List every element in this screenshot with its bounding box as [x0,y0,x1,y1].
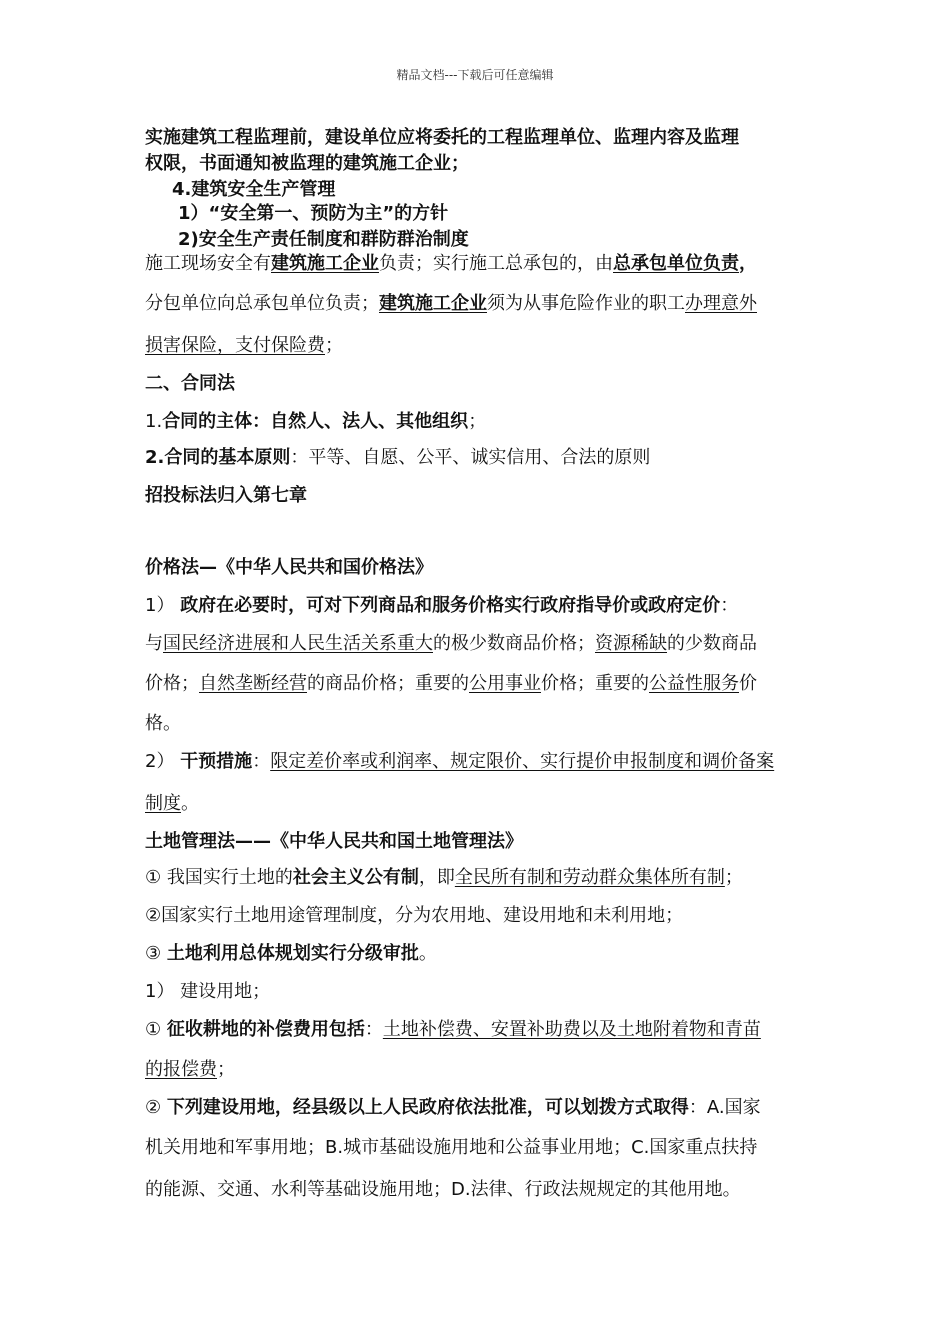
text-run: ： [364,1019,383,1040]
text-run: 的能源、交通、水利等基础设施用地；D.法律、行政法规规定的其他用地。 [145,1179,741,1200]
text-run: ② [145,1097,167,1118]
text-line [145,866,743,890]
text-line [145,252,757,276]
bold-text: 政府在必要时，可对下列商品和服务价格实行政府指导价或政府定价 [180,595,721,616]
underlined-text: 限定差价率或利润率、规定限价、实行提价申报制度和调价备案 [270,751,775,772]
text-line [145,750,774,774]
text-line [145,904,683,928]
text-line [145,556,433,580]
text-line [145,1018,761,1042]
text-run: 的极少数商品价格； [433,633,595,654]
bold-text: 下列建设用地，经县级以上人民政府依法批准，可以划拨方式取得 [166,1097,689,1118]
underlined-text: 全民所有制和劳动群众集体所有制 [454,867,725,888]
text-line [145,334,343,358]
text-run: ； [724,867,743,888]
text-run: 1） [145,595,181,616]
text-line [145,1096,761,1120]
text-run: 施工现场安全有 [145,253,271,274]
text-run: ③ [145,943,167,964]
text-run: 价格； [145,673,199,694]
page-header: 精品文档---下载后可任意编辑 [396,68,554,82]
bold-text: 2.合同的基本原则 [145,447,291,468]
text-line [145,980,270,1004]
bold-text: 2)安全生产责任制度和群防群治制度 [178,229,469,250]
text-line [145,1058,235,1082]
text-line [145,1136,757,1160]
underlined-text: 公用事业 [469,673,541,694]
text-line [145,594,738,618]
underlined-text: 自然垄断经营 [199,673,307,694]
bold-text: 实施建筑工程监理前，建设单位应将委托的工程监理单位、监理内容及监理 [145,127,739,148]
bold-text: 权限，书面通知被监理的建筑施工企业； [145,153,469,174]
bold-text: 土地管理法——《中华人民共和国土地管理法》 [145,831,523,852]
text-run: 格。 [145,713,181,734]
text-line [145,632,757,656]
bold-text: 土地利用总体规划实行分级审批 [166,943,419,964]
underlined-text: 资源稀缺 [595,633,667,654]
text-run: 。 [418,943,437,964]
bold-text: 1）“安全第一、预防为主”的方针 [178,203,449,224]
text-line [145,126,739,150]
text-line [178,202,448,226]
text-line [178,228,469,252]
text-run: ，即 [418,867,455,888]
underlined-text: 损害保险，支付保险费 [145,335,325,356]
underlined-text: 的报偿费 [145,1059,217,1080]
text-run: 与 [145,633,163,654]
underlined-text: 土地补偿费、安置补助费以及土地附着物和青苗 [382,1019,761,1040]
text-run: ； [325,335,343,356]
text-line [145,446,650,470]
text-run: 机关用地和军事用地；B.城市基础设施用地和公益事业用地；C.国家重点扶持 [145,1137,758,1158]
bold-text: 征收耕地的补偿费用包括 [166,1019,365,1040]
bold-text: 二、合同法 [145,373,235,394]
text-run: 的商品价格；重要的 [307,673,469,694]
text-line [145,152,469,176]
text-run: ： [252,751,271,772]
text-line [145,410,486,434]
text-run: ① 我国实行土地的 [145,867,293,888]
text-run: 1. [145,411,163,432]
bold-text: 干预措施 [180,751,253,772]
text-run: ； [468,411,487,432]
text-run: 。 [181,793,199,814]
text-run: ① [145,1019,167,1040]
text-line [145,372,235,396]
text-run: ：A.国家 [688,1097,761,1118]
underlined-text: 国民经济进展和人民生活关系重大 [163,633,433,654]
text-line [145,792,199,816]
underlined-text: 办理意外 [685,293,757,314]
bold-text: 社会主义公有制 [292,867,419,888]
text-run: 价格；重要的 [541,673,649,694]
text-line [145,942,437,966]
text-run: 的少数商品 [667,633,757,654]
text-run: 价 [739,673,757,694]
text-run: 负责；实行施工总承包的，由 [379,253,613,274]
underlined-text: 制度 [145,793,181,814]
text-line [145,484,307,508]
text-run: ： [720,595,739,616]
text-line [145,672,757,696]
underlined-text: 建筑施工企业 [271,253,379,274]
text-run: 须为从事危险作业的职工 [487,293,685,314]
underlined-text: 总承包单位负责 [613,253,739,274]
text-line [172,178,335,202]
text-run: ； [217,1059,235,1080]
text-run: ：平等、自愿、公平、诚实信用、合法的原则 [290,447,651,468]
text-run: 分包单位向总承包单位负责； [145,293,379,314]
text-line [145,830,523,854]
underlined-text: 公益性服务 [649,673,739,694]
bold-text: 合同的主体：自然人、法人、其他组织 [162,411,469,432]
bold-text: 4.建筑安全生产管理 [172,179,336,200]
text-line [145,292,757,316]
bold-text: 价格法—《中华人民共和国价格法》 [145,557,433,578]
text-run: ②国家实行土地用途管理制度，分为农用地、建设用地和未利用地； [145,905,684,926]
text-run: 2） [145,751,181,772]
text-line [145,1178,741,1202]
bold-text: 招投标法归入第七章 [145,485,307,506]
text-run: 1） 建设用地； [145,981,271,1002]
bold-text: ， [739,253,757,274]
underlined-text: 建筑施工企业 [379,293,487,314]
text-line [145,712,181,736]
